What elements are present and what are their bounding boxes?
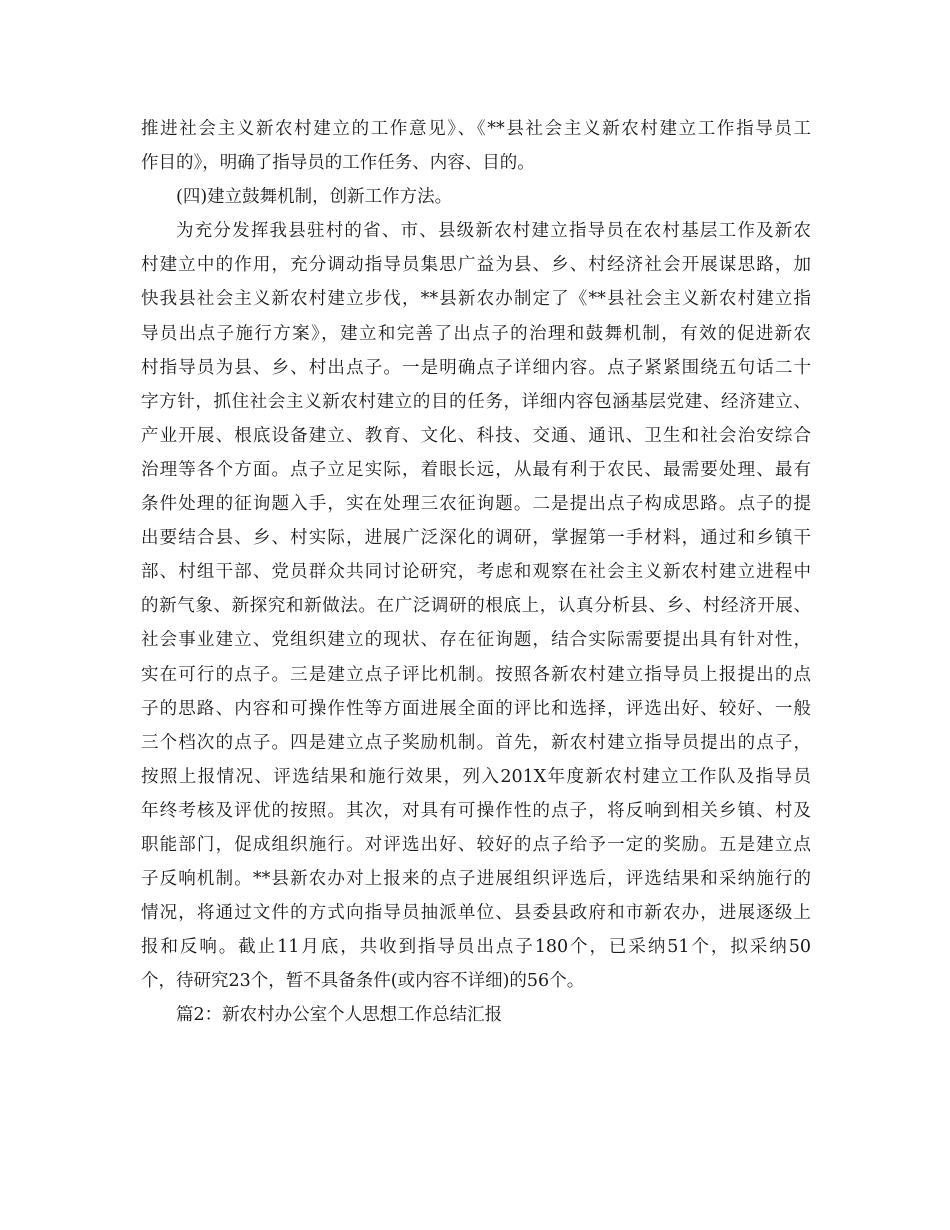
text-line: 推进社会主义新农村建立的工作意见》、《**县社会主义新农村建立工作指导员工 [141, 119, 811, 139]
text-line: 部、村组干部、党员群众共同讨论研究，考虑和观察在社会主义新农村建立进程中 [141, 562, 811, 583]
text-line: 的新气象、新探究和新做法。在广泛调研的根底上，认真分析县、乡、村经济开展、 [141, 596, 811, 617]
text-line: 字方针，抓住社会主义新农村建立的目的任务，详细内容包涵基层党建、经济建立、 [141, 391, 811, 412]
text-line: 产业开展、根底设备建立、教育、文化、科技、交通、通讯、卫生和社会治安综合 [141, 425, 811, 446]
document-body [141, 112, 811, 1033]
text-line: 三个档次的点子。四是建立点子奖励机制。首先，新农村建立指导员提出的点子， [141, 732, 811, 753]
text-line: 作目的》，明确了指导员的工作任务、内容、目的。 [141, 153, 535, 174]
text-line: 年终考核及评优的按照。其次，对具有可操作性的点子，将反响到相关乡镇、村及 [141, 800, 811, 821]
text-line: 条件处理的征询题入手，实在处理三农征询题。二是提出点子构成思路。点子的提 [141, 494, 811, 515]
text-line: 村建立中的作用，充分调动指导员集思广益为县、乡、村经济社会开展谋思路，加 [141, 255, 811, 276]
text-line: 子反响机制。**县新农办对上报来的点子进展组织评选后，评选结果和采纳施行的 [141, 869, 811, 890]
text-line: 个，待研究23个，暂不具备条件(或内容不详细)的56个。 [141, 971, 585, 992]
text-line: 按照上报情况、评选结果和施行效果，列入201X年度新农村建立工作队及指导员 [141, 766, 811, 787]
text-line: 出要结合县、乡、村实际，进展广泛深化的调研，掌握第一手材料，通过和乡镇干 [141, 528, 811, 549]
text-line: 职能部门，促成组织施行。对评选出好、较好的点子给予一定的奖励。五是建立点 [141, 834, 811, 855]
text-line: 实在可行的点子。三是建立点子评比机制。按照各新农村建立指导员上报提出的点 [141, 664, 811, 685]
text-line: 治理等各个方面。点子立足实际，着眼长远，从最有利于农民、最需要处理、最有 [141, 459, 811, 480]
text-line: 导员出点子施行方案》，建立和完善了出点子的治理和鼓舞机制，有效的促进新农 [141, 323, 811, 344]
text-line: (四)建立鼓舞机制，创新工作方法。 [176, 187, 453, 208]
text-line: 子的思路、内容和可操作性等方面进展全面的评比和选择，评选出好、较好、一般 [141, 698, 811, 719]
text-line: 社会事业建立、党组织建立的现状、存在征询题，结合实际需要提出具有针对性， [141, 630, 811, 651]
text-line: 快我县社会主义新农村建立步伐，**县新农办制定了《**县社会主义新农村建立指 [141, 289, 811, 310]
text-line: 为充分发挥我县驻村的省、市、县级新农村建立指导员在农村基层工作及新农 [176, 221, 811, 242]
text-line: 村指导员为县、乡、村出点子。一是明确点子详细内容。点子紧紧围绕五句话二十 [141, 357, 811, 378]
text-line: 情况，将通过文件的方式向指导员抽派单位、县委县政府和市新农办，进展逐级上 [141, 903, 811, 924]
text-line: 篇2：新农村办公室个人思想工作总结汇报 [176, 1005, 503, 1026]
text-line: 报和反响。截止11月底，共收到指导员出点子180个，已采纳51个，拟采纳50 [141, 937, 811, 958]
